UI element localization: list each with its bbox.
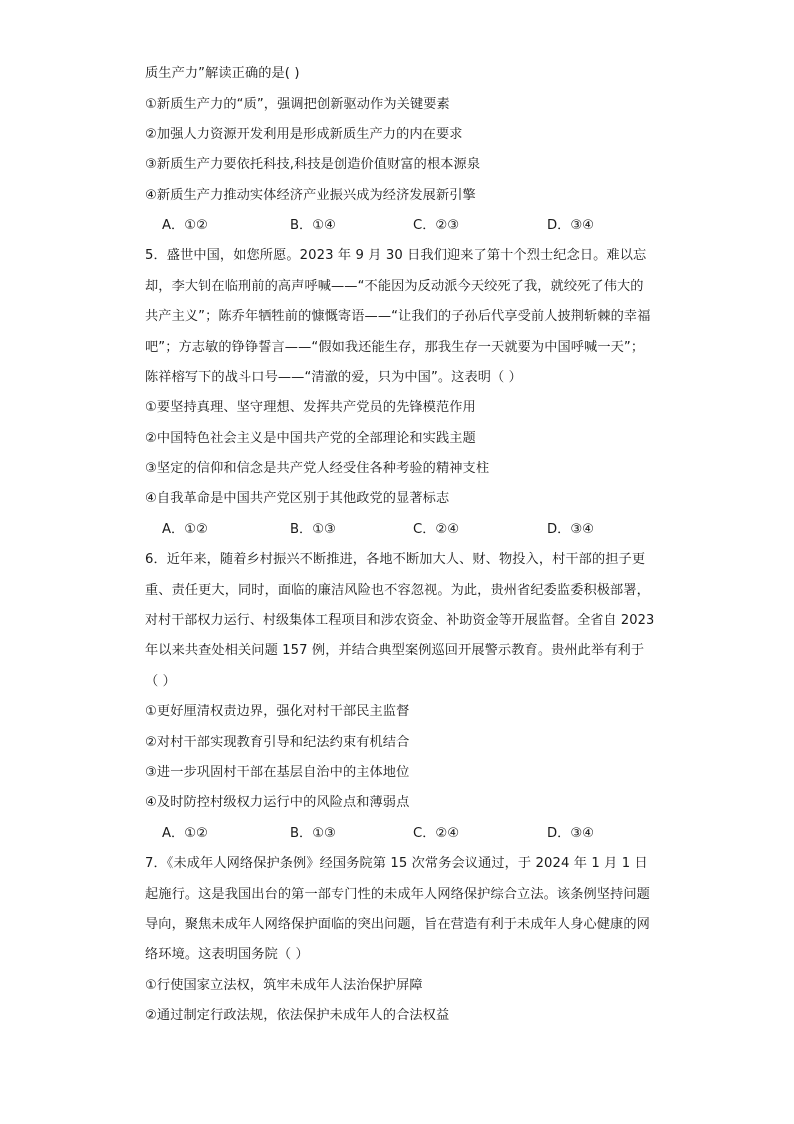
q7-stem-line-3: 导向，聚焦未成年人网络保护面临的突出问题，旨在营造有利于未成年人身心健康的网: [145, 917, 650, 932]
q6-choice-a[interactable]: A．①②: [162, 826, 208, 841]
q4-choice-d[interactable]: D．③④: [547, 218, 594, 233]
q5-stem-line-5: 陈祥榕写下的战斗口号——“清澈的爱，只为中国”。这表明（ ）: [145, 370, 522, 385]
q6-option-1: ①更好厘清权责边界，强化对村干部民主监督: [145, 704, 410, 719]
q5-choice-c[interactable]: C．②④: [413, 522, 460, 537]
q5-option-2: ②中国特色社会主义是中国共产党的全部理论和实践主题: [145, 431, 476, 446]
q4-choice-b[interactable]: B．①④: [290, 218, 336, 233]
q4-option-2: ②加强人力资源开发利用是形成新质生产力的内在要求: [145, 127, 463, 142]
q5-stem-line-3: 共产主义”；陈乔年牺牲前的慷慨寄语——“让我们的子孙后代享受前人披荆斩棘的幸福: [145, 309, 651, 324]
q7-stem-line-1: 7．《未成年人网络保护条例》经国务院第 15 次常务会议通过，于 2024 年 1 月 1 日: [145, 856, 648, 871]
q6-choice-b[interactable]: B．①③: [290, 826, 336, 841]
q5-choice-b[interactable]: B．①③: [290, 522, 336, 537]
q4-option-1: ①新质生产力的“质”，强调把创新驱动作为关键要素: [145, 97, 450, 112]
q4-choices: [162, 216, 642, 236]
q6-choices: [162, 824, 642, 844]
q6-option-4: ④及时防控村级权力运行中的风险点和薄弱点: [145, 795, 410, 810]
q7-option-2: ②通过制定行政法规，依法保护未成年人的合法权益: [145, 1008, 450, 1023]
q5-choice-d[interactable]: D．③④: [547, 522, 594, 537]
q7-option-1: ①行使国家立法权，筑牢未成年人法治保护屏障: [145, 978, 423, 993]
q4-choice-c[interactable]: C．②③: [413, 218, 460, 233]
q4-option-4: ④新质生产力推动实体经济产业振兴成为经济发展新引擎: [145, 188, 476, 203]
q6-stem-line-1: 6．近年来，随着乡村振兴不断推进，各地不断加大人、财、物投入，村干部的担子更: [145, 552, 646, 567]
q5-option-1: ①要坚持真理、坚守理想、发挥共产党员的先锋模范作用: [145, 400, 476, 415]
q5-stem-line-4: 吧”；方志敏的铮铮誓言——“假如我还能生存，那我生存一天就要为中国呼喊一天”；: [145, 340, 645, 355]
q5-option-3: ③坚定的信仰和信念是共产党人经受住各种考验的精神支柱: [145, 461, 490, 476]
q5-option-4: ④自我革命是中国共产党区别于其他政党的显著标志: [145, 491, 450, 506]
q5-stem-line-2: 却，李大钊在临刑前的高声呼喊——“不能因为反动派今天绞死了我，就绞死了伟大的: [145, 279, 644, 294]
q6-choice-d[interactable]: D．③④: [547, 826, 594, 841]
q7-stem-line-4: 络环境。这表明国务院（ ）: [145, 947, 309, 962]
q6-choice-c[interactable]: C．②④: [413, 826, 460, 841]
q6-stem-line-2: 重、责任更大，同时，面临的廉洁风险也不容忽视。为此，贵州省纪委监委积极部署，: [145, 583, 650, 598]
q6-stem-line-3: 对村干部权力运行、村级集体工程项目和涉农资金、补助资金等开展监督。全省自 2023: [145, 613, 655, 628]
q5-stem-line-1: 5．盛世中国，如您所愿。2023 年 9 月 30 日我们迎来了第十个烈士纪念日。难以忘: [145, 248, 647, 263]
q5-choices: [162, 520, 642, 540]
q4-option-3: ③新质生产力要依托科技,科技是创造价值财富的根本源泉: [145, 157, 481, 172]
q5-choice-a[interactable]: A．①②: [162, 522, 208, 537]
q7-stem-line-2: 起施行。这是我国出台的第一部专门性的未成年人网络保护综合立法。该条例坚持问题: [145, 887, 650, 902]
q4-choice-a[interactable]: A．①②: [162, 218, 208, 233]
q4-stem-tail: 质生产力”解读正确的是( ): [145, 66, 300, 81]
q6-stem-line-5: （ ）: [145, 674, 176, 689]
q6-stem-line-4: 年以来共查处相关问题 157 例，并结合典型案例巡回开展警示教育。贵州此举有利于: [145, 643, 645, 658]
q6-option-3: ③进一步巩固村干部在基层自治中的主体地位: [145, 765, 410, 780]
q6-option-2: ②对村干部实现教育引导和纪法约束有机结合: [145, 735, 410, 750]
